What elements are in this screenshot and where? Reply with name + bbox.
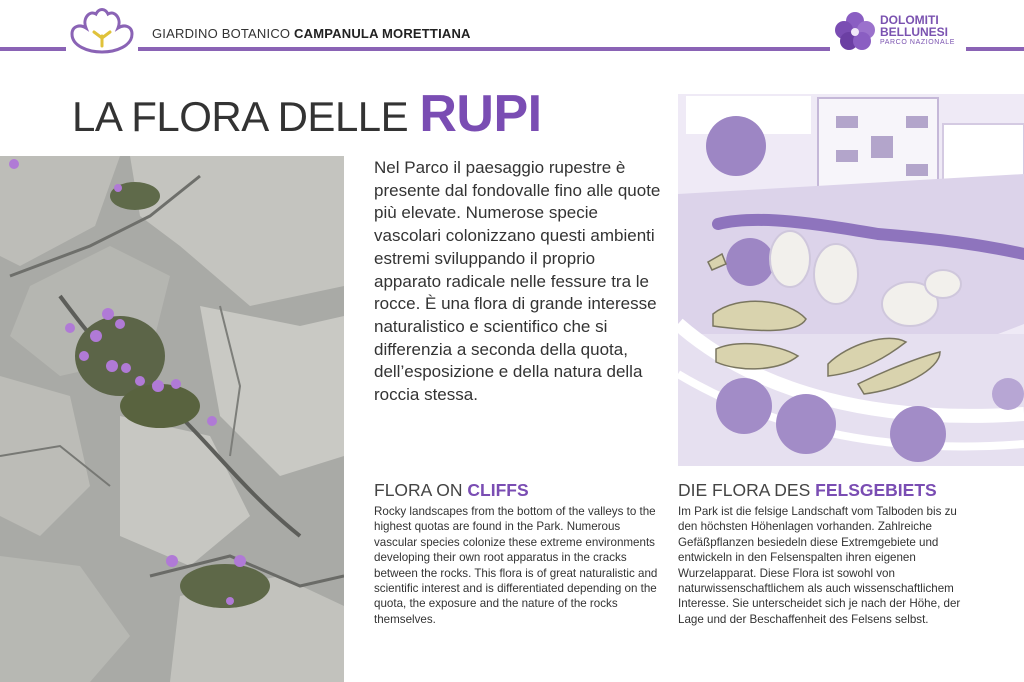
intro-paragraph: Nel Parco il paesaggio rupestre è presente dal fondovalle fino alle quote più elevate. Numerose specie vascolari colonizzano questi ambienti estremi sviluppando il proprio apparato radicale nelle fessure tra le rocce. È una flora di grande interesse naturalistico e scientifico che si differenzia a seconda della quota, dell’esposizione e della natura della roccia stessa. [374,158,661,405]
garden-title: CAMPANULA MORETTIANA [294,26,471,41]
park-subtitle: PARCO NAZIONALE [880,39,955,46]
english-body: Rocky landscapes from the bottom of the valleys to the highest quotas are found in the Park. Numerous vascular species colonize these extreme environments developing their own root apparatus in the cracks between the rocks. This flora is of great naturalistic and scientific interest and is differentiated depending on the quota, the exposure and the nature of the rocks themselves. [374,505,658,626]
park-logo [830,8,966,56]
header-bar [0,0,1024,60]
english-title-bold: CLIFFS [467,480,529,500]
garden-name [152,26,471,41]
park-flower-icon [832,8,878,54]
german-title [678,480,978,501]
german-body: Im Park ist die felsige Landschaft vom Talboden bis zu den höchsten Höhenlagen vorhanden. Zahlreiche Gefäßpflanzen besiedeln diese Extremgebiete und entwickeln in den Felsenspalten ihren eigenen Wurzelapparat. Diese Flora ist sowohl von naturwissenschaftlichem als auch wissenschaftlichem Interesse. Sie unterscheidet sich je nach der Höhe, der Lage und der Beschaffenheit des Felsens selbst. [678,505,961,626]
page-title [72,84,542,144]
park-name-line1: DOLOMITI [880,13,939,27]
park-name-line2: BELLUNESI [880,25,949,39]
cliff-flowers-photo [0,156,344,682]
title-accent: RUPI [419,85,542,143]
german-title-bold: FELSGEBIETS [815,480,937,500]
garden-map-illustration [678,94,1024,466]
english-title-plain: FLORA ON [374,480,463,500]
german-title-plain: DIE FLORA DES [678,480,811,500]
english-section [374,480,664,627]
title-main: LA FLORA DELLE [72,93,409,140]
campanula-logo-icon [66,6,138,58]
english-title [374,480,664,501]
garden-prefix: GIARDINO BOTANICO [152,26,291,41]
german-section [678,480,978,627]
